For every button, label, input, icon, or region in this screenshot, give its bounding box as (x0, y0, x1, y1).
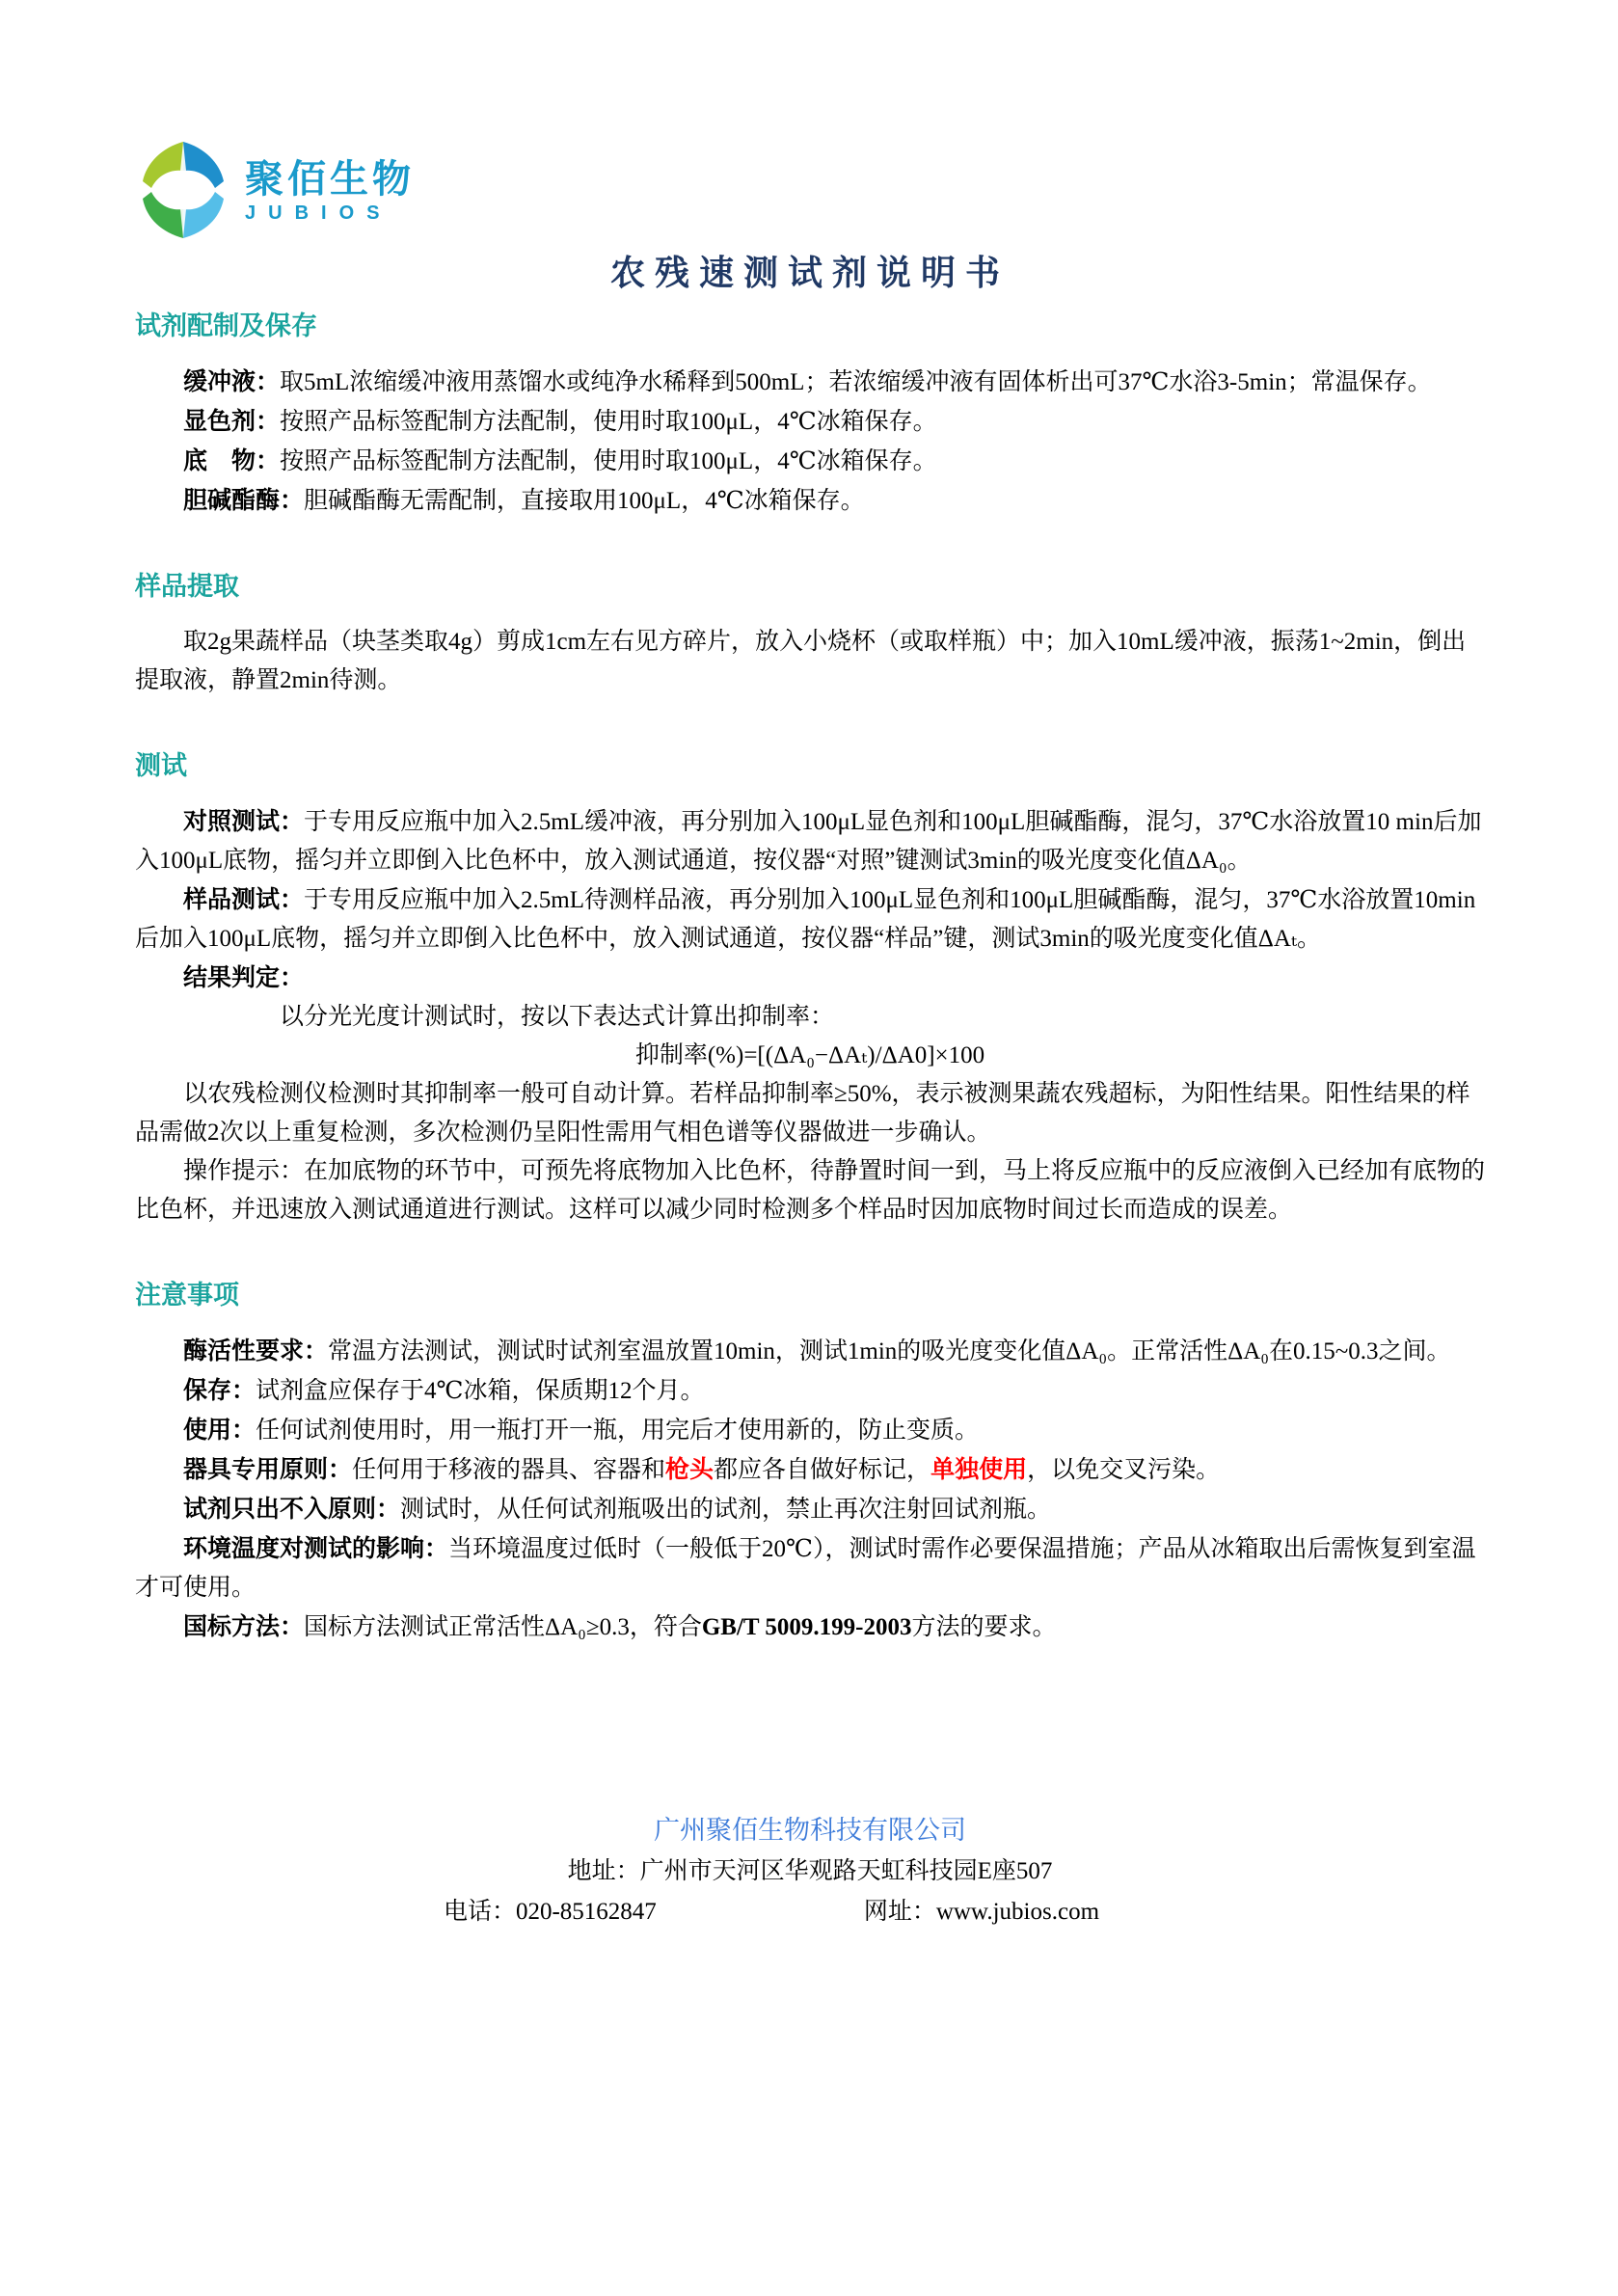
auto-calculation-paragraph: 以农残检测仪检测时其抑制率一般可自动计算。若样品抑制率≥50%，表示被测果蔬农残超标，为阳性结果。阳性结果的样品需做2次以上重复检测，多次检测仍呈阳性需用气相色谱等仪器做进一步确认。 (135, 1081, 1470, 1146)
temperature-effect-paragraph (135, 1529, 1485, 1607)
national-standard-text-1: 国标方法测试正常活性ΔA₀≥0.3，符合 (304, 1614, 702, 1640)
buffer-solution-label: 缓冲液： (183, 368, 281, 395)
footer-phone: 电话：020-85162847 (443, 1899, 657, 1925)
company-logo (135, 135, 1485, 247)
section-header-precautions: 注意事项 (135, 1281, 239, 1310)
document-title: 农残速测试剂说明书 (609, 254, 1010, 292)
control-test-label: 对照测试： (183, 808, 305, 835)
gb-standard-number: GB/T 5009.199-2003 (701, 1614, 912, 1640)
chromogenic-agent-text: 按照产品标签配制方法配制，使用时取100μL，4℃冰箱保存。 (280, 409, 937, 435)
logo-company-name-zh: 聚佰生物 (245, 157, 415, 201)
chromogenic-agent-paragraph (135, 402, 1485, 442)
usage-label: 使用： (183, 1417, 256, 1444)
result-intro-line: 以分光光度计测试时，按以下表达式计算出抑制率： (280, 1004, 835, 1030)
sample-extraction-paragraph: 取2g果蔬样品（块茎类取4g）剪成1cm左右见方碎片，放入小烧杯（或取样瓶）中；加入10mL缓冲液，振荡1~2min，倒出提取液，静置2min待测。 (135, 629, 1467, 693)
one-way-reagent-label: 试剂只出不入原则： (183, 1496, 401, 1523)
logo-company-name-en: JUBIOS (245, 202, 392, 224)
separate-use-highlight: 单独使用 (930, 1457, 1028, 1483)
sample-test-text: 于专用反应瓶中加入2.5mL待测样品液，再分别加入100μL显色剂和100μL胆碱酯酶，混匀，37℃水浴放置10min后加入100μL底物，摇匀并立即倒入比色杯中，放入测试通道，按仪器“样品”键，测试3min的吸光度变化值ΔAₜ。 (135, 887, 1476, 952)
footer-address: 地址：广州市天河区华观路天虹科技园E座507 (567, 1858, 1053, 1884)
substrate-label: 底 物： (183, 447, 281, 474)
footer-website: 网址：www.jubios.com (863, 1899, 1100, 1925)
dedicated-tools-label: 器具专用原则： (183, 1456, 353, 1483)
national-standard-text-2: 方法的要求。 (911, 1614, 1057, 1640)
storage-paragraph (135, 1371, 1485, 1411)
dedicated-tools-text-2: 都应各自做好标记， (714, 1457, 931, 1483)
cholinesterase-label: 胆碱酯酶： (183, 487, 305, 514)
sample-test-paragraph (135, 880, 1485, 959)
cholinesterase-paragraph (135, 481, 1485, 521)
inhibition-rate-formula: 抑制率(%)=[(ΔA₀−ΔAₜ)/ΔA0]×100 (634, 1042, 985, 1068)
usage-text: 任何试剂使用时，用一瓶打开一瓶，用完后才使用新的，防止变质。 (256, 1418, 980, 1444)
cholinesterase-text: 胆碱酯酶无需配制，直接取用100μL，4℃冰箱保存。 (304, 488, 865, 514)
result-judgement-label: 结果判定： (183, 964, 305, 991)
buffer-solution-text: 取5mL浓缩缓冲液用蒸馏水或纯净水稀释到500mL；若浓缩缓冲液有固体析出可37℃水浴3-5min；常温保存。 (280, 369, 1432, 395)
operation-tip-paragraph: 操作提示：在加底物的环节中，可预先将底物加入比色杯，待静置时间一到，马上将反应瓶中的反应液倒入已经加有底物的比色杯，并迅速放入测试通道进行测试。这样可以减少同时检测多个样品时因加底物时间过长而造成的误差。 (135, 1158, 1486, 1223)
dedicated-tools-text-3: ，以免交叉污染。 (1027, 1457, 1221, 1483)
section-header-sample-extraction: 样品提取 (135, 572, 239, 601)
document-footer (135, 1809, 1485, 1932)
storage-label: 保存： (183, 1377, 256, 1404)
one-way-reagent-text: 测试时，从任何试剂瓶吸出的试剂，禁止再次注射回试剂瓶。 (400, 1497, 1052, 1523)
control-test-text: 于专用反应瓶中加入2.5mL缓冲液，再分别加入100μL显色剂和100μL胆碱酯酶，混匀，37℃水浴放置10 min后加入100μL底物，摇匀并立即倒入比色杯中，放入测试通道，按仪器“对照”键测试3min的吸光度变化值ΔA₀。 (135, 809, 1482, 874)
substrate-text: 按照产品标签配制方法配制，使用时取100μL，4℃冰箱保存。 (280, 448, 937, 474)
dedicated-tools-text-1: 任何用于移液的器具、容器和 (352, 1457, 666, 1483)
buffer-solution-paragraph (135, 363, 1485, 402)
sample-test-label: 样品测试： (183, 886, 305, 913)
dedicated-tools-paragraph (135, 1450, 1485, 1490)
storage-text: 试剂盒应保存于4℃冰箱，保质期12个月。 (256, 1378, 705, 1404)
section-header-test: 测试 (135, 751, 187, 780)
national-standard-paragraph (135, 1607, 1485, 1647)
enzyme-activity-paragraph (135, 1332, 1485, 1371)
control-test-paragraph (135, 802, 1485, 880)
result-judgement-label-line (135, 959, 1485, 998)
enzyme-activity-text: 常温方法测试，测试时试剂室温放置10min，测试1min的吸光度变化值ΔA₀。正常活性ΔA₀在0.15~0.3之间。 (328, 1338, 1451, 1364)
section-header-reagent-prep: 试剂配制及保存 (135, 311, 317, 340)
logo-text (245, 158, 415, 225)
pipette-tip-highlight: 枪头 (665, 1457, 715, 1483)
substrate-paragraph (135, 442, 1485, 481)
temperature-effect-text: 当环境温度过低时（一般低于20℃），测试时需作必要保温措施；产品从冰箱取出后需恢复到室温才可使用。 (135, 1536, 1476, 1601)
enzyme-activity-label: 酶活性要求： (183, 1337, 329, 1364)
jubios-logo-icon (135, 139, 231, 243)
usage-paragraph (135, 1411, 1485, 1450)
footer-contact-line (96, 1892, 1446, 1932)
chromogenic-agent-label: 显色剂： (183, 408, 281, 435)
one-way-reagent-paragraph (135, 1490, 1485, 1529)
temperature-effect-label: 环境温度对测试的影响： (183, 1535, 449, 1562)
footer-company-name: 广州聚佰生物科技有限公司 (654, 1816, 966, 1845)
national-standard-label: 国标方法： (183, 1613, 305, 1640)
